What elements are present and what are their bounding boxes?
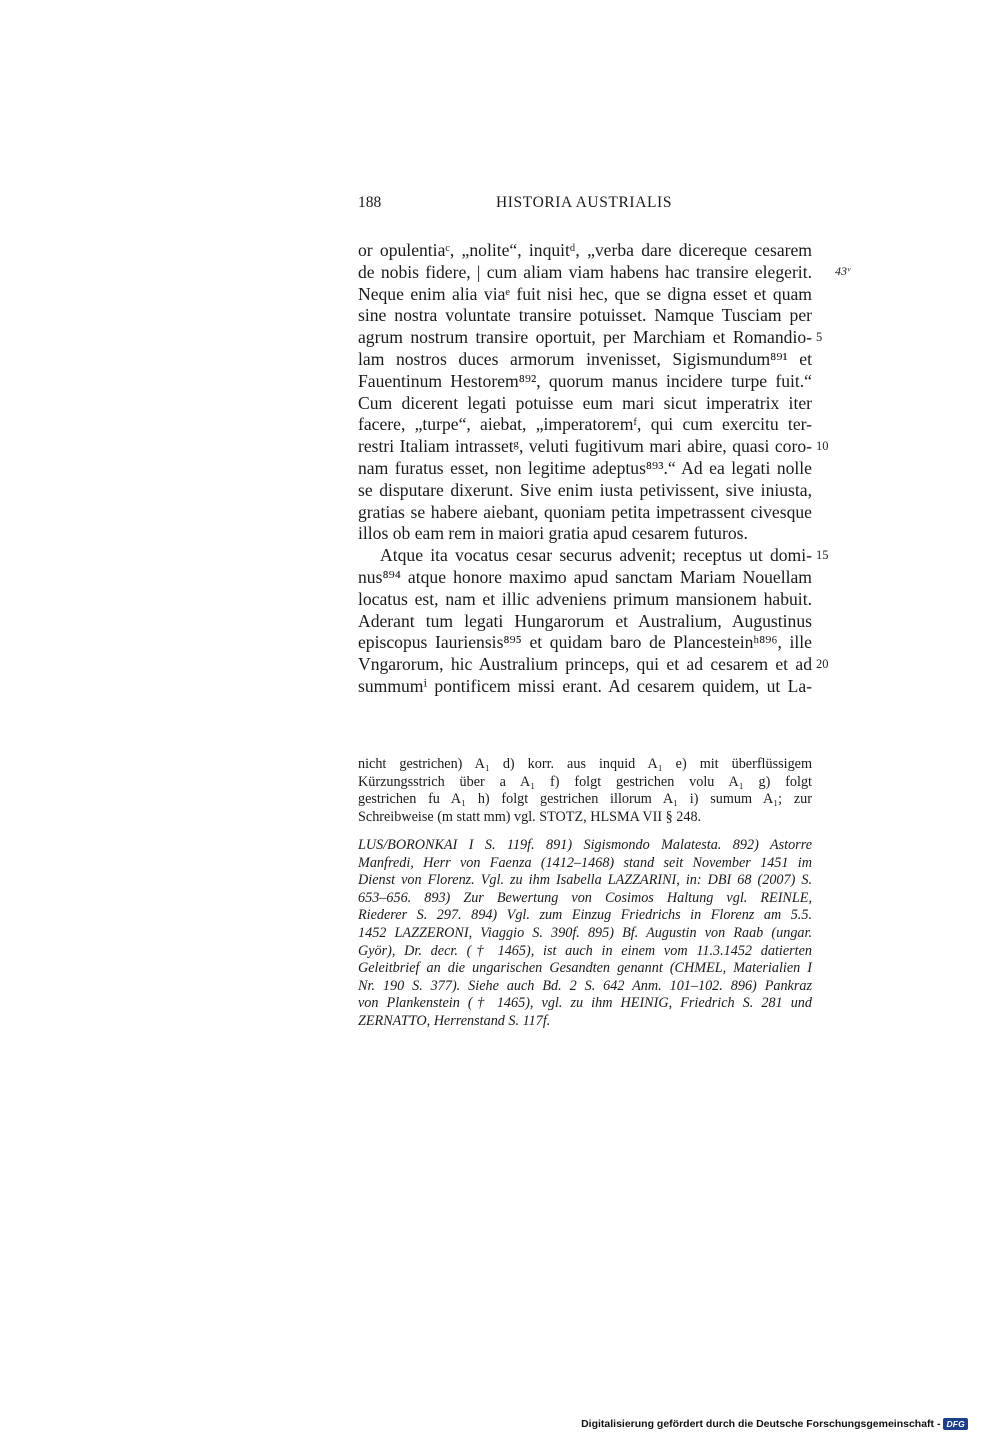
text-line: de nobis fidere, | cum aliam viam habens hac transire elegerit.	[358, 261, 812, 282]
commentary-line: von Plankenstein († 1465), vgl. zu ihm HEINIG, Friedrich S. 281 und	[358, 995, 812, 1012]
line-number	[816, 393, 846, 415]
running-head: HISTORIA AUSTRIALIS	[496, 194, 673, 211]
text-line: Aderant tum legati Hungarorum et Australium, Augustinus	[358, 610, 812, 631]
commentary-line: LUS/BORONKAI I S. 119f. 891) Sigismondo Malatesta. 892) Astorre	[358, 837, 812, 853]
commentary-line: ZERNATTO, Herrenstand S. 117f.	[358, 1012, 551, 1029]
apparatus-line: nicht gestrichen) A₁ d) korr. aus inquid A₁ e) mit überflüssigem	[358, 756, 812, 772]
line-number	[816, 502, 846, 524]
apparatus-line: Schreibweise (m statt mm) vgl. STOTZ, HLSMA VII § 248.	[358, 808, 702, 825]
text-line: Neque enim alia viaᵉ fuit nisi hec, que se digna esset et quam	[358, 283, 812, 304]
line-number: 15	[816, 548, 829, 563]
line-number	[816, 567, 846, 589]
commentary-line: 1452 LAZZERONI, Viaggio S. 390f. 895) Bf. Augustin von Raab (ungar.	[358, 924, 812, 941]
line-numbers	[816, 240, 846, 698]
text-line: agrum nostrum transire oportuit, per Marchiam et Romandio-	[358, 327, 812, 348]
text-line: se disputare dixerunt. Sive enim iusta petivissent, sive iniusta,	[358, 479, 812, 500]
line-number	[816, 240, 846, 262]
text-line: Cum dicerent legati potuisse eum mari sicut imperatrix iter	[358, 392, 812, 413]
text-line: sine nostra voluntate transire potuisset. Namque Tusciam per	[358, 305, 812, 326]
apparatus-line: Kürzungsstrich über a A₁ f) folgt gestrichen volu A₁ g) folgt	[358, 773, 812, 790]
text-line: Vngarorum, hic Australium princeps, qui et ad cesarem et ad	[358, 654, 812, 675]
commentary-line: Geleitbrief an die ungarischen Gesandten genannt (CHMEL, Materialien I	[358, 960, 812, 977]
line-number	[816, 349, 846, 371]
line-number: 20	[816, 657, 829, 672]
text-line: Atque ita vocatus cesar securus advenit; receptus ut domi-	[380, 545, 812, 566]
text-line: illos ob eam rem in maiori gratia apud cesarem futuros.	[358, 523, 748, 544]
text-line: nam furatus esset, non legitime adeptus⁸⁹³.“ Ad ea legati nolle	[358, 457, 812, 478]
commentary-line: 653–656. 893) Zur Bewertung von Cosimos Haltung vgl. REINLE,	[358, 889, 812, 906]
line-number: 5	[816, 330, 823, 345]
main-text	[358, 240, 812, 698]
digitization-credit	[581, 1417, 968, 1431]
apparatus-line: gestrichen fu A₁ h) folgt gestrichen illorum A₁ i) sumum A₁; zur	[358, 791, 812, 808]
text-line: gratias se habere aiebant, quoniam petita impetrassent civesque	[358, 501, 812, 522]
critical-apparatus	[358, 756, 812, 826]
text-line: Fauentinum Hestorem⁸⁹², quorum manus incidere turpe fuit.“	[358, 370, 812, 391]
commentary-line: Nr. 190 S. 377). Siehe auch Bd. 2 S. 642 Anm. 101–102. 896) Pankraz	[358, 977, 812, 994]
text-line: locatus est, nam et illic adveniens primum mansionem habuit.	[358, 588, 812, 609]
line-number	[816, 284, 846, 306]
text-line: or opulentiaᶜ, „nolite“, inquitᵈ, „verba dare dicereque cesarem	[358, 240, 812, 260]
dfg-logo-icon: DFG	[943, 1418, 968, 1430]
line-number: 10	[816, 439, 829, 454]
commentary-line: Manfredi, Herr von Faenza (1412–1468) stand seit November 1451 im	[358, 854, 812, 871]
line-number	[816, 458, 846, 480]
text-line: summumⁱ pontificem missi erant. Ad cesarem quidem, ut La-	[358, 675, 812, 696]
credit-text: Digitalisierung gefördert durch die Deutsche Forschungsgemeinschaft -	[581, 1418, 941, 1430]
line-number	[816, 414, 846, 436]
line-number	[816, 305, 846, 327]
commentary-notes	[358, 837, 812, 1031]
commentary-line: Dienst von Florenz. Vgl. zu ihm Isabella LAZZARINI, in: DBI 68 (2007) S.	[358, 872, 812, 889]
text-line: lam nostros duces armorum invenisset, Sigismundum⁸⁹¹ et	[358, 348, 812, 369]
text-line: episcopus Iauriensis⁸⁹⁵ et quidam baro de Plancesteinʰ⁸⁹⁶, ille	[358, 632, 812, 653]
page-number: 188	[358, 194, 382, 211]
line-number	[816, 480, 846, 502]
folio-mark: 43ᵛ	[835, 264, 851, 278]
line-number	[816, 632, 846, 654]
line-number	[816, 589, 846, 611]
line-number	[816, 262, 846, 284]
commentary-line: Riederer S. 297. 894) Vgl. zum Einzug Friedrichs in Florenz am 5.5.	[358, 907, 812, 924]
line-number	[816, 371, 846, 393]
text-line: facere, „turpe“, aiebat, „imperatoremᶠ, qui cum exercitu ter-	[358, 414, 812, 435]
line-number	[816, 523, 846, 545]
commentary-line: Györ), Dr. decr. († 1465), ist auch in einem vom 11.3.1452 datierten	[358, 942, 812, 959]
text-line: restri Italiam intrassetᵍ, veluti fugitivum mari abire, quasi coro-	[358, 436, 812, 457]
line-number	[816, 676, 846, 698]
line-number	[816, 611, 846, 633]
text-line: nus⁸⁹⁴ atque honore maximo apud sanctam Mariam Nouellam	[358, 566, 812, 587]
